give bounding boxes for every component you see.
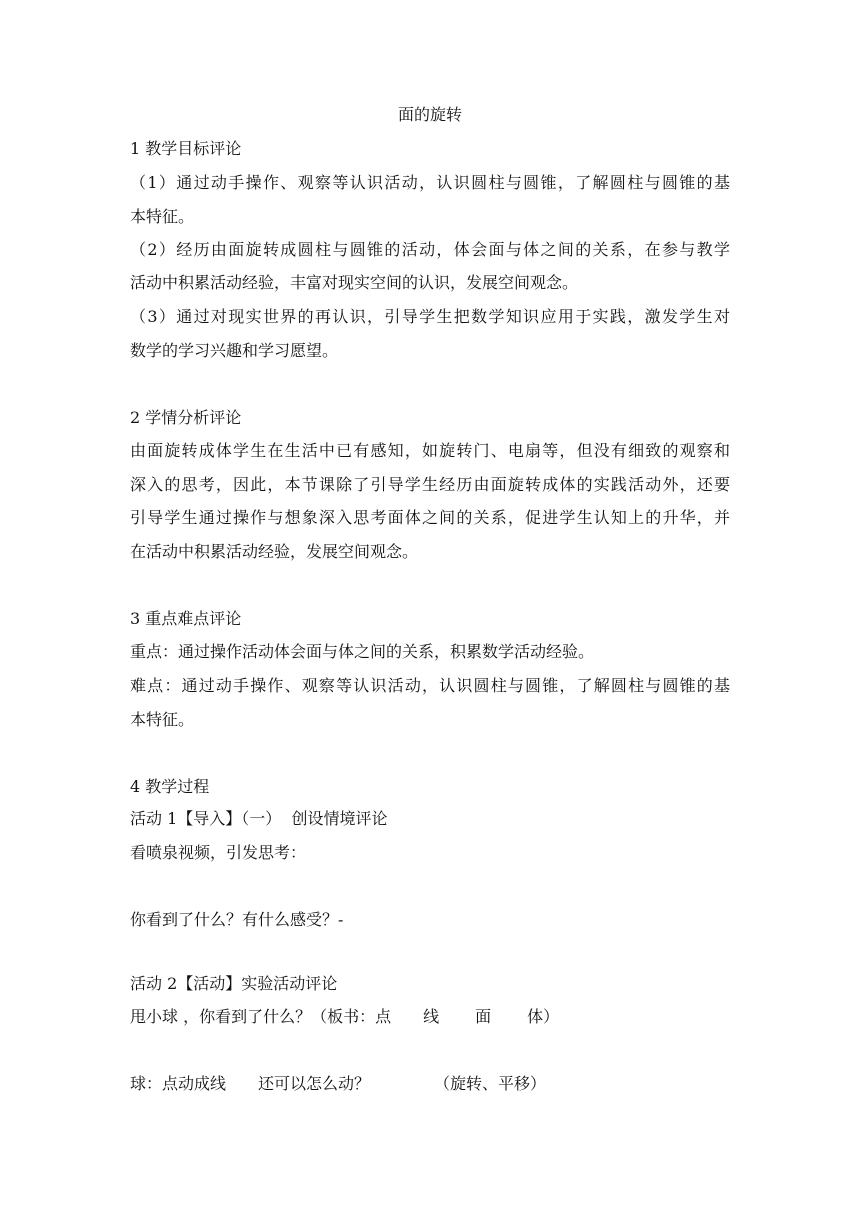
analysis-line-4: 在活动中积累活动经验，发展空间观念。 xyxy=(130,542,419,561)
activity-1-line-1: 看喷泉视频，引发思考： xyxy=(130,843,307,862)
objective-1-line-2: 本特征。 xyxy=(130,207,195,226)
section-heading-learner-analysis: 2 学情分析评论 xyxy=(130,408,242,427)
activity-2-line-2 xyxy=(130,1073,546,1095)
document-title: 面的旋转 xyxy=(397,105,462,124)
board-word-face: 面 xyxy=(475,1007,492,1026)
activity-2-line-1-text: 甩小球 ，你看到了什么？（板书：点 xyxy=(130,1007,392,1026)
ball-point-to-line: 球：点动成线 xyxy=(130,1074,227,1093)
objective-1-line-1: （1）通过动手操作、观察等认识活动，认识圆柱与圆锥，了解圆柱与圆锥的基 xyxy=(130,173,730,192)
board-word-solid: 体） xyxy=(527,1007,560,1026)
objective-2-line-1: （2）经历由面旋转成圆柱与圆锥的活动，体会面与体之间的关系，在参与教学 xyxy=(130,240,730,259)
analysis-line-1: 由面旋转成体学生在生活中已有感知，如旋转门、电扇等，但没有细致的观察和 xyxy=(130,441,730,460)
objective-3-line-1: （3）通过对现实世界的再认识，引导学生把数学知识应用于实践，激发学生对 xyxy=(130,307,730,326)
activity-2-line-1 xyxy=(130,1006,559,1028)
objective-3-line-2: 数学的学习兴趣和学习愿望。 xyxy=(130,341,339,360)
objective-2-line-2: 活动中积累活动经验，丰富对现实空间的认识，发展空间观念。 xyxy=(130,273,579,292)
key-point: 重点：通过操作活动体会面与体之间的关系，积累数学活动经验。 xyxy=(130,642,595,661)
activity-1-heading: 活动 1【导入】（一） 创设情境评论 xyxy=(130,809,388,828)
analysis-line-2: 深入的思考，因此，本节课除了引导学生经历由面旋转成体的实践活动外，还要 xyxy=(130,475,730,494)
activity-1-question: 你看到了什么？有什么感受？- xyxy=(130,910,344,929)
analysis-line-3: 引导学生通过操作与想象深入思考面体之间的关系，促进学生认知上的升华，并 xyxy=(130,508,730,527)
section-heading-process: 4 教学过程 xyxy=(130,777,210,796)
difficulty-line-2: 本特征。 xyxy=(130,710,195,729)
activity-2-heading: 活动 2【活动】实验活动评论 xyxy=(130,974,338,993)
section-heading-key-points: 3 重点难点评论 xyxy=(130,609,242,628)
rotate-translate: （旋转、平移） xyxy=(434,1074,547,1093)
difficulty-line-1: 难点：通过动手操作、观察等认识活动，认识圆柱与圆锥，了解圆柱与圆锥的基 xyxy=(130,676,730,695)
board-word-line: 线 xyxy=(423,1007,440,1026)
how-else-move: 还可以怎么动？ xyxy=(258,1074,371,1093)
section-heading-objectives: 1 教学目标评论 xyxy=(130,139,242,158)
